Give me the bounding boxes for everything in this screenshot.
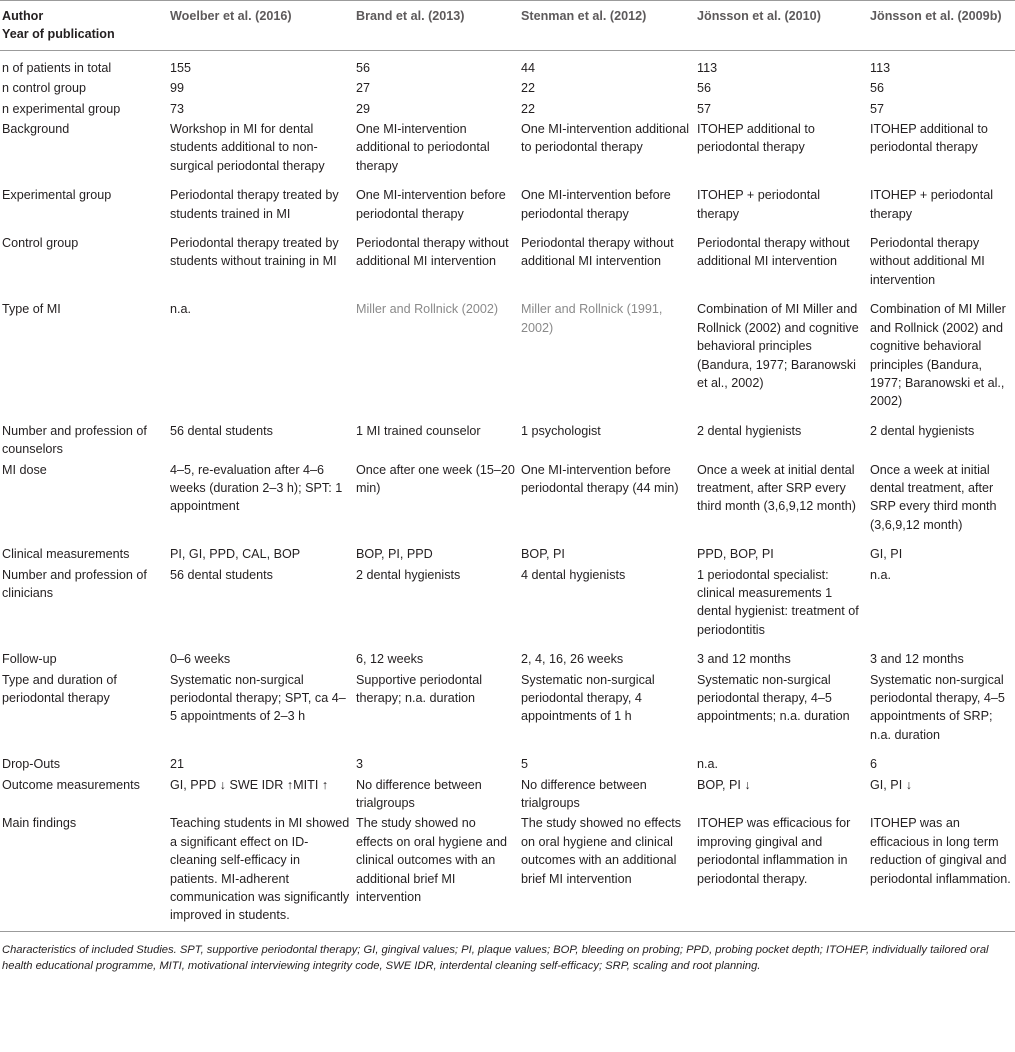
table-cell: ITOHEP was an efficacious in long term reduction of gingival and periodontal inflammation. [868,813,1015,931]
table-row [0,99,1015,119]
table-row [0,670,1015,755]
table-cell: Combination of MI Miller and Rollnick (2002) and cognitive behavioral principles (Bandura, 1977; Baranowski et al., 2002) [870,302,1006,409]
row-label: n control group [2,81,87,96]
table-cell: 6 [870,757,878,772]
table-cell: 57 [870,101,885,116]
table-cell: 2 dental hygienists [870,423,975,438]
table-cell: Periodontal therapy without additional MI intervention [521,236,674,269]
table-cell: PI, GI, PPD, CAL, BOP [170,547,301,562]
table-cell: 56 dental students [170,567,273,582]
table-cell: Miller and Rollnick (1991, 2002) [521,302,663,335]
table-row [0,119,1015,185]
table-cell: One MI-intervention additional to periodontal therapy [521,122,690,155]
table-cell: 4–5, re-evaluation after 4–6 weeks (duration 2–3 h); SPT: 1 appointment [170,462,343,514]
row-label: Type and duration of periodontal therapy [2,672,117,705]
table-row [0,775,1015,814]
table-cell: 155 [170,60,192,75]
table-cell: One MI-intervention before periodontal therapy (44 min) [521,462,679,495]
table-row [0,460,1015,545]
table-cell: 2, 4, 16, 26 weeks [521,652,624,667]
table-cell: Miller and Rollnick (2002) [356,302,499,317]
table-row [0,185,1015,233]
table-cell: 4 dental hygienists [521,567,626,582]
table-body [0,50,1015,931]
table-row [0,649,1015,669]
table-cell: BOP, PI ↓ [697,777,751,792]
table-cell: The study showed no effects on oral hygiene and clinical outcomes with an additional brief MI intervention [354,813,519,931]
table-cell: 22 [521,81,536,96]
table-cell: 44 [521,60,536,75]
table-cell: No difference between trialgroups [356,777,482,811]
header-study-1: Woelber et al. (2016) [168,1,354,51]
table-cell: 1 MI trained counselor [356,423,481,438]
table-row [0,50,1015,78]
author-label: Author [2,9,44,23]
table-cell: 99 [170,81,185,96]
table-cell: 1 periodontal specialist: clinical measurements 1 dental hygienist: treatment of periodontitis [697,567,859,637]
table-cell: Systematic non-surgical periodontal therapy; SPT, ca 4–5 appointments of 2–3 h [170,672,346,724]
row-label: Type of MI [2,302,61,317]
row-label: Number and profession of clinicians [2,567,147,600]
table-cell: 21 [170,757,185,772]
table-cell: Systematic non-surgical periodontal therapy, 4–5 appointments; n.a. duration [697,672,850,724]
row-label: n experimental group [2,101,121,116]
table-cell: One MI-intervention before periodontal therapy [521,188,671,221]
table-cell: 56 [697,81,712,96]
row-label: Experimental group [2,188,112,203]
row-label: MI dose [2,462,47,477]
table-cell: 2 dental hygienists [697,423,802,438]
table-cell: ITOHEP additional to periodontal therapy [697,122,815,155]
table-cell: 57 [697,101,712,116]
table-cell: 56 [356,60,371,75]
table-cell: Teaching students in MI showed a significant effect on ID-cleaning self-efficacy in patients. MI-adherent communication was significantly improved in students. [168,813,354,931]
table-cell: Workshop in MI for dental students additional to non-surgical periodontal therapy [170,122,325,173]
table-cell: No difference between trialgroups [521,777,647,811]
header-study-4: Jönsson et al. (2010) [695,1,868,51]
row-label: Drop-Outs [2,757,61,772]
table-row [0,299,1015,420]
table-cell: Periodontal therapy without additional MI intervention [697,236,850,269]
table-cell: n.a. [697,757,719,772]
table-cell: Periodontal therapy treated by students without training in MI [170,236,339,269]
table-cell: 0–6 weeks [170,652,231,667]
table-cell: n.a. [170,302,192,317]
table-cell: Once after one week (15–20 min) [356,462,515,495]
table-row [0,544,1015,564]
row-label: Clinical measurements [2,547,130,562]
header-author-year [0,1,168,51]
table-row [0,754,1015,774]
table-cell: 3 and 12 months [870,652,964,667]
row-label: n of patients in total [2,60,112,75]
table-cell: n.a. [870,567,892,582]
table-row [0,78,1015,98]
table-row [0,813,1015,931]
table-cell: Periodontal therapy treated by students trained in MI [170,188,339,221]
table-cell: ITOHEP + periodontal therapy [870,188,994,221]
table-cell: ITOHEP additional to periodontal therapy [870,122,988,155]
table-cell: Once a week at initial dental treatment, after SRP every third month (3,6,9,12 month) [697,462,856,514]
table-cell: The study showed no effects on oral hygiene and clinical outcomes with an additional brief MI intervention [519,813,695,931]
row-label: Outcome measurements [2,777,140,792]
table-cell: Combination of MI Miller and Rollnick (2002) and cognitive behavioral principles (Bandura, 1977; Baranowski et al., 2002) [697,302,859,390]
table-row [0,233,1015,299]
table-cell: 73 [170,101,185,116]
table-cell: One MI-intervention before periodontal therapy [356,188,506,221]
table-cell: ITOHEP was efficacious for improving gingival and periodontal inflammation in periodontal therapy. [695,813,868,931]
table-cell: 2 dental hygienists [356,567,461,582]
table-cell: One MI-intervention additional to periodontal therapy [356,122,490,173]
table-cell: 29 [356,101,371,116]
table-cell: 27 [356,81,371,96]
table-cell: ITOHEP + periodontal therapy [697,188,821,221]
header-row [0,1,1015,51]
header-study-2: Brand et al. (2013) [354,1,519,51]
table-row [0,421,1015,460]
table-cell: BOP, PI, PPD [356,547,433,562]
header-study-3: Stenman et al. (2012) [519,1,695,51]
table-cell: GI, PI [870,547,903,562]
table-cell: BOP, PI [521,547,565,562]
table-cell: 3 [356,757,364,772]
year-label: Year of publication [2,27,115,42]
table-cell: 113 [697,60,718,75]
table-cell: Periodontal therapy without additional MI intervention [870,236,985,287]
table-cell: 22 [521,101,536,116]
table-cell: 1 psychologist [521,423,601,438]
table-cell: 56 [870,81,885,96]
table-cell: Systematic non-surgical periodontal therapy, 4 appointments of 1 h [521,672,655,724]
table-cell: 56 dental students [170,423,273,438]
row-label: Number and profession of counselors [2,423,147,457]
table-cell: PPD, BOP, PI [697,547,774,562]
table-cell: 113 [870,60,891,75]
row-label: Follow-up [2,652,57,667]
table-cell: 6, 12 weeks [356,652,424,667]
table-cell: GI, PI ↓ [870,777,912,792]
table-cell: Once a week at initial dental treatment, after SRP every third month (3,6,9,12 month) [870,462,997,532]
table-cell: Systematic non-surgical periodontal therapy, 4–5 appointments of SRP; n.a. duration [870,672,1005,742]
table-cell: Periodontal therapy without additional MI intervention [356,236,509,269]
table-cell: GI, PPD ↓ SWE IDR ↑MITI ↑ [170,777,329,792]
table-cell: 5 [521,757,529,772]
table-caption: Characteristics of included Studies. SPT, supportive periodontal therapy; GI, gingival values; PI, plaque values; BOP, bleeding on probing; PPD, probing pocket depth; ITOHEP, individually tailored oral health educational programme, MITI, motivational interviewing integrity code, SWE IDR, interdental cleaning self-efficacy; SRP, scaling and root planning. [2,943,989,972]
row-label: Main findings [0,813,168,931]
table-cell: 3 and 12 months [697,652,791,667]
table-cell: Supportive periodontal therapy; n.a. duration [356,672,483,705]
header-study-5: Jönsson et al. (2009b) [868,1,1015,51]
row-label: Control group [2,236,79,251]
table-row [0,565,1015,650]
row-label: Background [2,122,70,137]
